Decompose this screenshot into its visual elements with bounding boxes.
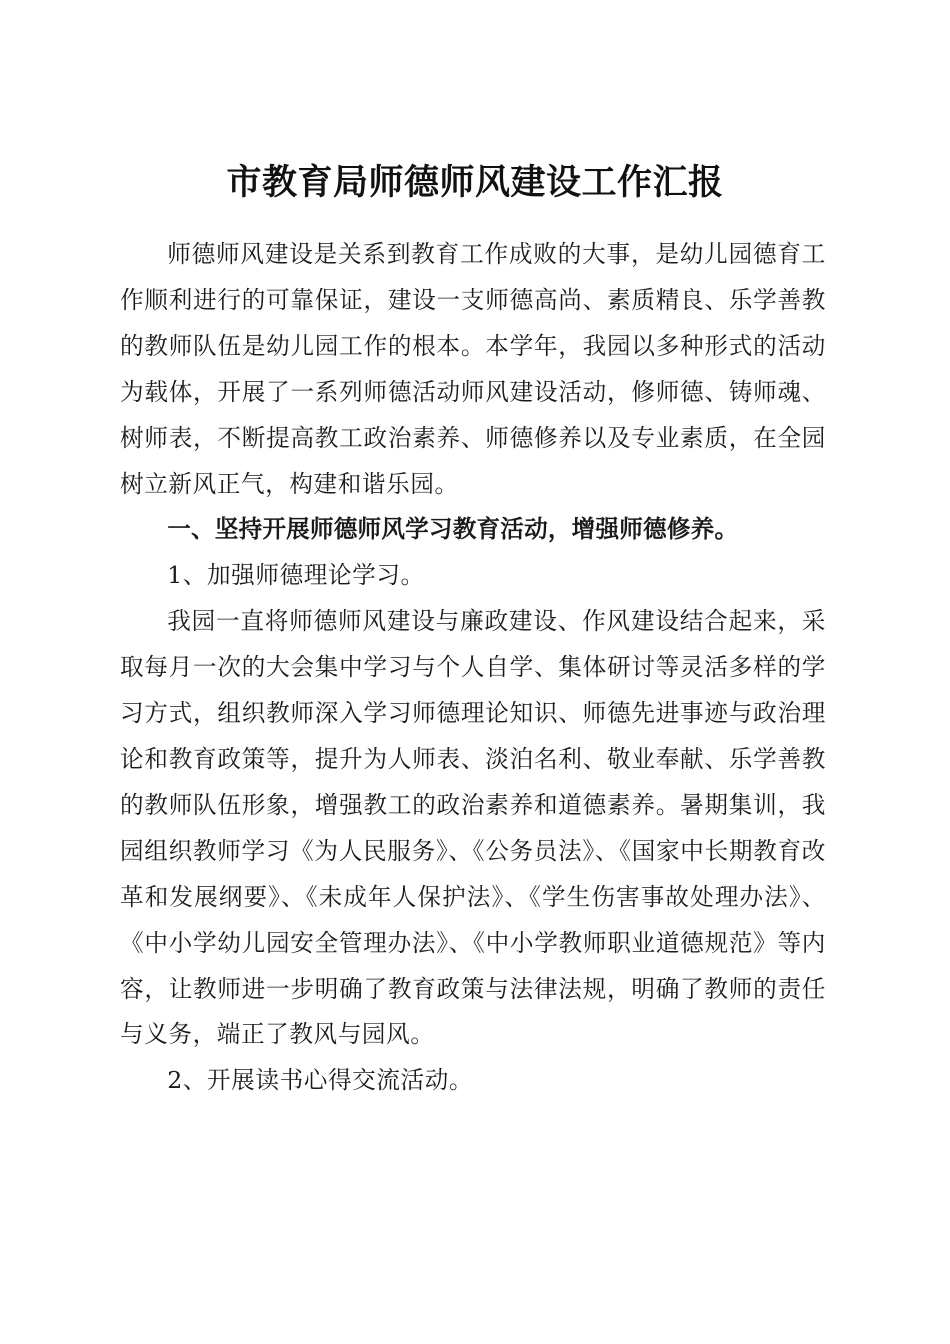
subsection-heading-1: 1、加强师德理论学习。 [167, 561, 425, 590]
document-title: 市教育局师德师风建设工作汇报 [226, 162, 724, 204]
document-body [120, 232, 826, 1104]
subsection-heading-2: 2、开展读书心得交流活动。 [167, 1066, 474, 1095]
study-paragraph: 我园一直将师德师风建设与廉政建设、作风建设结合起来，采取每月一次的大会集中学习与个人自学、集体研讨等灵活多样的学习方式，组织教师深入学习师德理论知识、师德先进事迹与政治理论和教育政策等，提升为人师表、淡泊名利、敬业奉献、乐学善教的教师队伍形象，增强教工的政治素养和道德素养。暑期集训，我园组织教师学习《为人民服务》、《公务员法》、《国家中长期教育改革和发展纲要》、《未成年人保护法》、《学生伤害事故处理办法》、《中小学幼儿园安全管理办法》、《中小学教师职业道德规范》等内容，让教师进一步明确了教育政策与法律法规，明确了教师的责任与义务，端正了教风与园风。 [120, 607, 826, 1049]
section-heading-1: 一、坚持开展师德师风学习教育活动，增强师德修养。 [167, 515, 739, 544]
intro-paragraph: 师德师风建设是关系到教育工作成败的大事，是幼儿园德育工作顺利进行的可靠保证，建设一支师德高尚、素质精良、乐学善教的教师队伍是幼儿园工作的根本。本学年，我园以多种形式的活动为载体，开展了一系列师德活动师风建设活动，修师德、铸师魂、树师表，不断提高教工政治素养、师德修养以及专业素质，在全园树立新风正气，构建和谐乐园。 [120, 240, 826, 498]
